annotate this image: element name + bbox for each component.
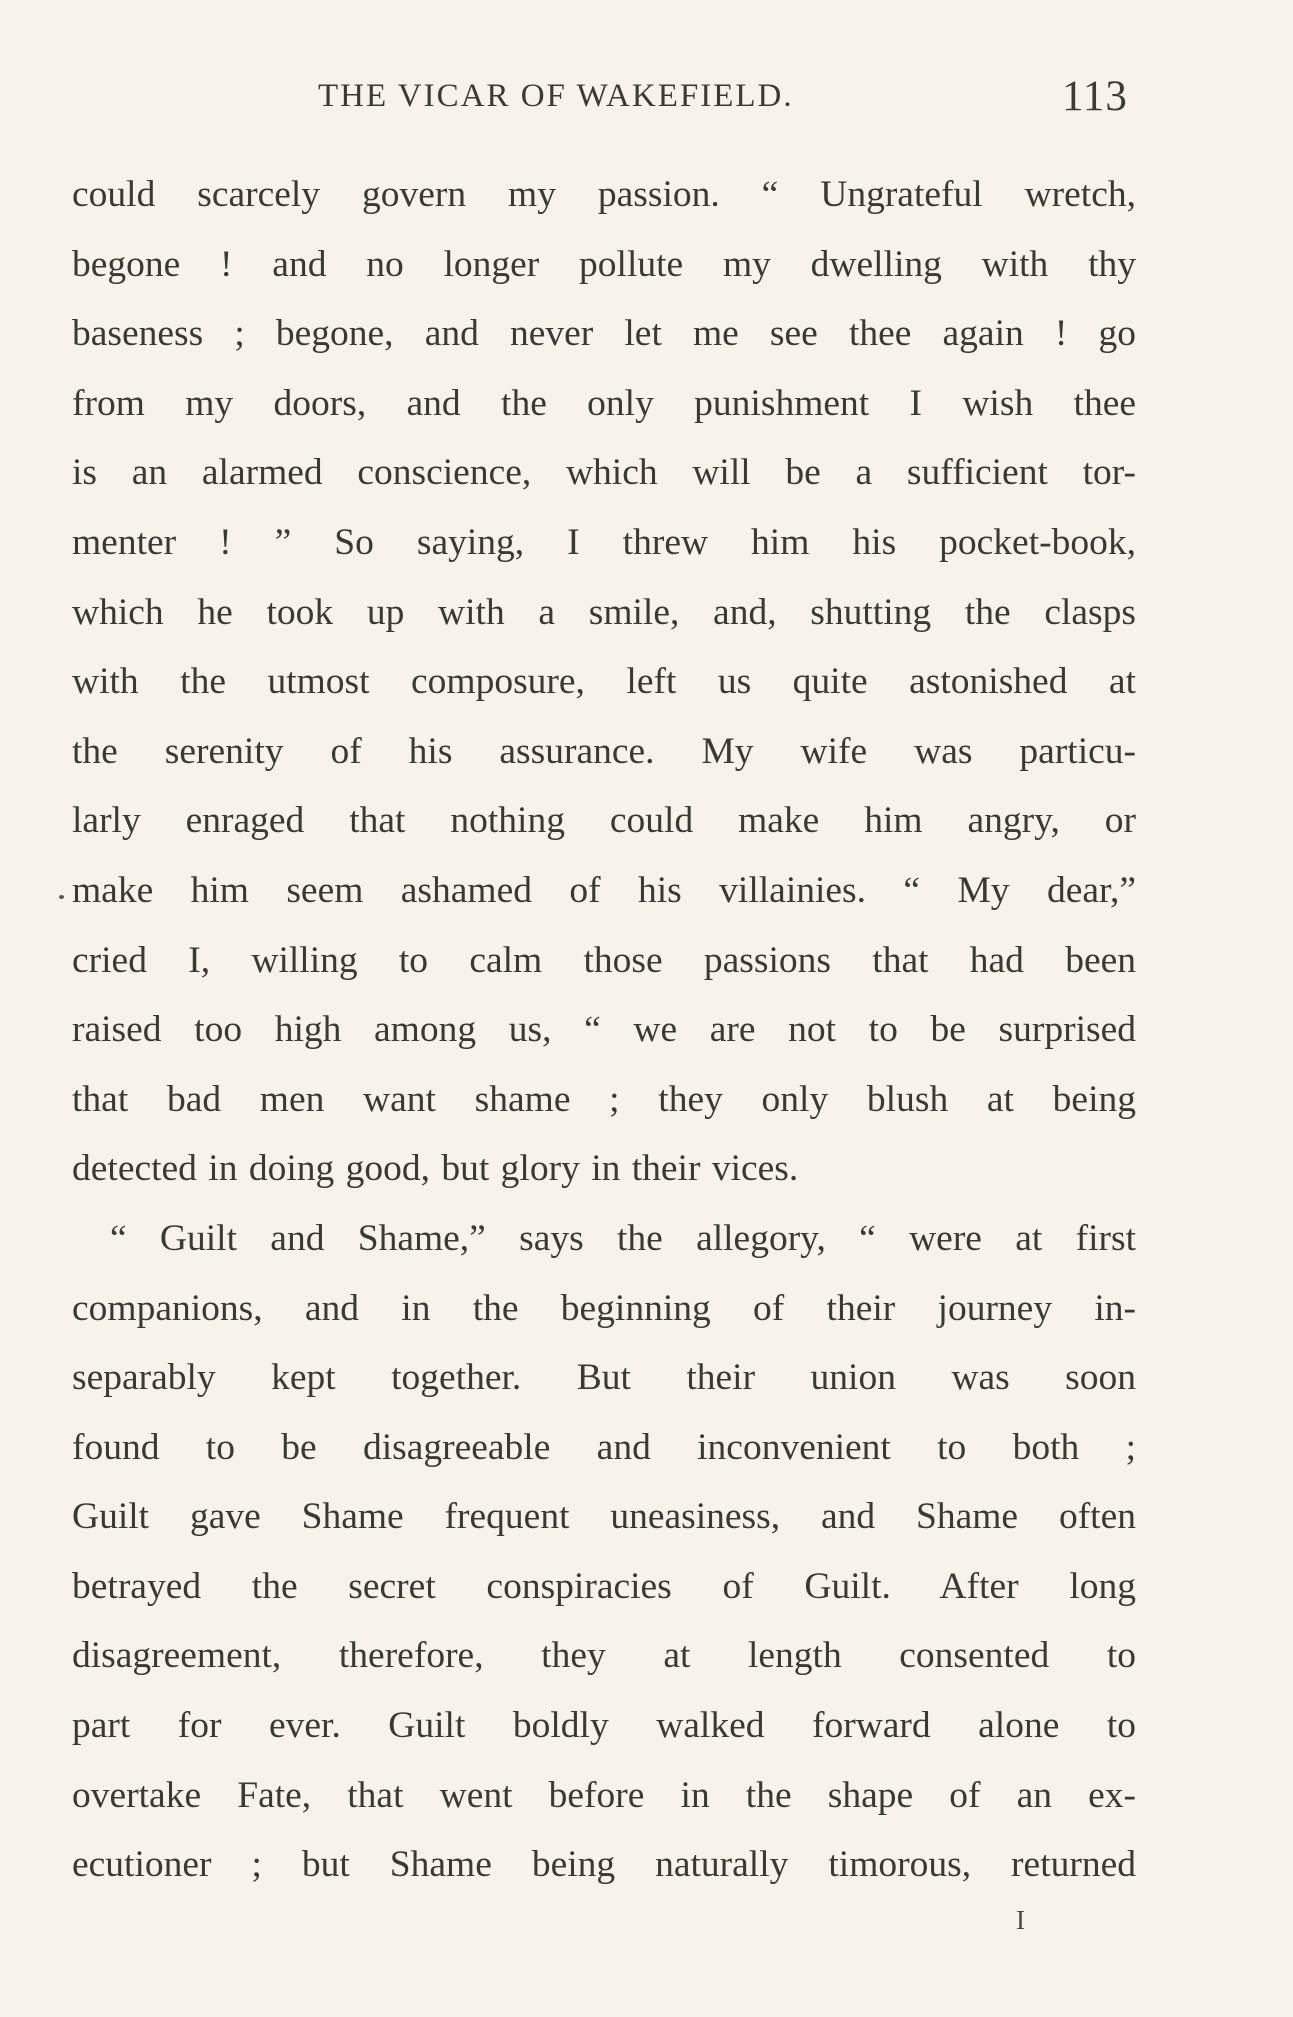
text-line: separably kept together. But their union was soon	[72, 1357, 1136, 1399]
text-line: which he took up with a smile, and, shutting the clasps	[72, 591, 1136, 633]
text-line: make him seem ashamed of his villainies. “ My dear,”	[72, 869, 1136, 911]
body-text	[72, 160, 1136, 1900]
text-line: cried I, willing to calm those passions that had been	[72, 939, 1136, 981]
text-line: from my doors, and the only punishment I wish thee	[72, 382, 1136, 424]
text-line: menter ! ” So saying, I threw him his pocket-book,	[72, 521, 1136, 563]
text-line: companions, and in the beginning of their journey in-	[72, 1287, 1136, 1329]
text-line: Guilt gave Shame frequent uneasiness, and Shame often	[72, 1496, 1136, 1538]
text-line: “ Guilt and Shame,” says the allegory, “ were at first	[110, 1217, 1136, 1259]
text-line: could scarcely govern my passion. “ Ungrateful wretch,	[72, 174, 1136, 215]
running-head	[0, 72, 1293, 132]
text-line: part for ever. Guilt boldly walked forward alone to	[72, 1705, 1136, 1747]
text-line: disagreement, therefore, they at length consented to	[72, 1635, 1136, 1677]
text-line: detected in doing good, but glory in their vices.	[72, 1148, 799, 1190]
text-line: baseness ; begone, and never let me see thee again ! go	[72, 313, 1136, 355]
running-title: THE VICAR OF WAKEFIELD.	[318, 78, 794, 114]
text-line: with the utmost composure, left us quite astonished at	[72, 661, 1136, 703]
text-line: the serenity of his assurance. My wife was particu-	[72, 730, 1136, 772]
page-number: 113	[1062, 73, 1128, 120]
text-line: larly enraged that nothing could make him angry, or	[72, 800, 1136, 842]
margin-ink-mark	[59, 895, 64, 899]
signature-mark: I	[1016, 1905, 1025, 1935]
text-line: ecutioner ; but Shame being naturally timorous, returned	[72, 1844, 1136, 1886]
text-line: raised too high among us, “ we are not to be surprised	[72, 1009, 1136, 1051]
text-line: betrayed the secret conspiracies of Guilt. After long	[72, 1565, 1136, 1607]
text-line: begone ! and no longer pollute my dwelling with thy	[72, 243, 1136, 285]
text-line: is an alarmed conscience, which will be a sufficient tor-	[72, 452, 1136, 494]
text-line: overtake Fate, that went before in the shape of an ex-	[72, 1774, 1136, 1816]
text-line: found to be disagreeable and inconvenient to both ;	[72, 1426, 1136, 1468]
text-line: that bad men want shame ; they only blush at being	[72, 1078, 1136, 1120]
